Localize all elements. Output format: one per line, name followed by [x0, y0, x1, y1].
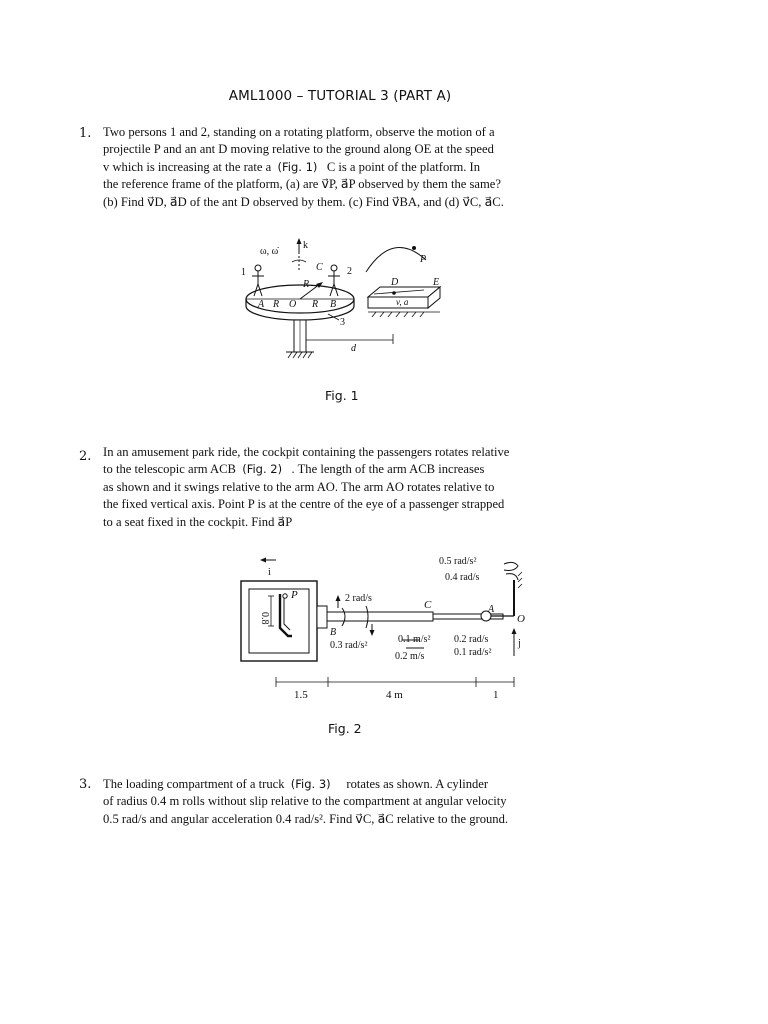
fig1-omega-label: ω, ω̇	[260, 246, 279, 257]
question-3-line-3: 0.5 rad/s and angular acceleration 0.4 rad/s². Find v⃗C, a⃗C relative to the ground.	[103, 811, 509, 826]
question-1-line-2: projectile P and an ant D moving relative to the ground along OE at the speed	[103, 142, 494, 157]
fig2-top-accel-label: 0.5 rad/s²	[439, 556, 477, 567]
fig1-point-a-label: A	[258, 299, 265, 310]
question-2-line-5: to a seat fixed in the cockpit. Find a⃗P	[103, 514, 293, 529]
fig2-top-rotation-1	[504, 562, 518, 570]
question-1-text	[103, 124, 593, 211]
fig2-v1-label: 0.1 m/s²	[398, 634, 431, 645]
fig1-projectile-label: P	[420, 254, 427, 265]
question-1-line-3b: C is a point of the platform. In	[326, 159, 481, 174]
fig1-projectile	[412, 246, 416, 250]
question-2-line-3: as shown and it swings relative to the arm AO. The arm AO rotates relative to	[103, 479, 495, 494]
fig1-distance-d-label: d	[351, 343, 356, 354]
fig1-person-1-label: 1	[241, 267, 246, 278]
question-1-line-3a: v which is increasing at the rate a	[103, 159, 272, 174]
fig1-projectile-path	[366, 248, 426, 273]
fig2-w3-arrowhead	[370, 630, 375, 636]
question-2-line-2	[103, 461, 593, 478]
fig2-w1-arrowhead	[336, 595, 341, 601]
fig2-point-o-label: O	[517, 613, 525, 625]
fig2-i-arrowhead	[260, 558, 266, 563]
fig2-dim-2-label: 4 m	[386, 689, 403, 701]
fig2-point-p-label: P	[291, 589, 298, 601]
fig2-point-b-label: B	[330, 627, 337, 638]
question-2-number: 2.	[79, 449, 92, 464]
page-title: AML1000 – TUTORIAL 3 (PART A)	[228, 88, 452, 104]
fig2-w2a-label: 0.2 rad/s	[454, 634, 489, 645]
figure-2-diagram	[238, 550, 538, 710]
fig2-i-label: i	[268, 567, 271, 578]
fig2-dim-1-label: 1.5	[294, 689, 308, 701]
fig2-cockpit-mount	[317, 606, 327, 628]
question-1-line-4: the reference frame of the platform, (a) are v⃗P, a⃗P observed by them the same?	[103, 177, 501, 192]
fig2-point-c-label: C	[424, 599, 432, 611]
fig1-ground-hatch	[288, 352, 312, 358]
question-2-line-1: In an amusement park ride, the cockpit containing the passengers rotates relative	[103, 445, 510, 459]
fig2-top-rotation-2	[506, 574, 518, 580]
question-2-line-2a: to the telescopic arm ACB	[103, 462, 236, 477]
question-2-figref[interactable]: (Fig. 2)	[242, 462, 283, 477]
question-3-number: 3.	[79, 777, 92, 792]
figure-1-caption: Fig. 1	[325, 388, 359, 403]
fig1-ant	[392, 291, 396, 295]
fig1-point-e-label: E	[433, 277, 440, 288]
fig1-right-r-label: R	[312, 299, 319, 310]
question-3-figref[interactable]: (Fig. 3)	[290, 777, 331, 791]
fig1-va-label: v, a	[396, 297, 409, 307]
fig1-rim-leader	[328, 314, 339, 320]
fig2-height-label: 0.8	[259, 612, 270, 625]
fig1-rim-label: 3	[340, 317, 345, 328]
fig1-box-ground-hatch	[372, 312, 424, 317]
fig1-point-b-label: B	[330, 299, 337, 310]
fig2-w3-label: 0.3 rad/s²	[330, 640, 368, 651]
question-3-line-1a: The loading compartment of a truck	[103, 777, 285, 791]
question-1-line-3	[103, 159, 593, 176]
question-1-line-5: (b) Find v⃗D, a⃗D of the ant D observed by them. (c) Find v⃗BA, and (d) v⃗C, a⃗C.	[103, 194, 504, 209]
fig2-v2-label: 0.2 m/s	[395, 651, 425, 662]
fig1-point-c-label: C	[316, 262, 323, 273]
fig2-point-a-label: A	[488, 604, 495, 615]
fig1-k-arrowhead	[297, 238, 302, 244]
question-1-line-1: Two persons 1 and 2, standing on a rotating platform, observe the motion of a	[103, 125, 495, 139]
question-3-line-1	[103, 776, 593, 793]
fig1-left-r-label: R	[273, 299, 280, 310]
question-1-number: 1.	[79, 126, 92, 141]
fig2-w2b-label: 0.1 rad/s²	[454, 647, 492, 658]
question-3-line-2: of radius 0.4 m rolls without slip relative to the compartment at angular velocity	[103, 794, 507, 809]
fig2-j-arrowhead	[512, 628, 517, 634]
fig1-point-o-label: O	[289, 299, 297, 310]
fig2-dim-3-label: 1	[493, 689, 499, 701]
fig1-ant-label: D	[391, 277, 399, 288]
fig2-j-label: j	[518, 638, 521, 649]
figure-2-caption: Fig. 2	[328, 721, 362, 736]
fig2-w1-label: 2 rad/s	[345, 593, 372, 604]
fig2-axis-hatch	[518, 572, 522, 588]
fig1-radius-label: R	[303, 279, 310, 290]
figure-1-diagram	[228, 232, 468, 372]
fig1-person-2-label: 2	[347, 266, 352, 277]
question-1-figref[interactable]: (Fig. 1)	[277, 159, 318, 174]
question-2-text	[103, 444, 593, 531]
question-3-text	[103, 776, 593, 828]
fig2-arm-outer	[327, 612, 433, 621]
fig2-eye-point	[283, 594, 287, 598]
fig1-k-label: k	[303, 240, 308, 251]
question-2-line-4: the fixed vertical axis. Point P is at the centre of the eye of a passenger strapped	[103, 497, 505, 512]
question-3-line-1b: rotates as shown. A cylinder	[346, 777, 489, 791]
question-2-line-2b: . The length of the arm ACB increases	[291, 462, 485, 477]
fig2-top-omega-label: 0.4 rad/s	[445, 572, 480, 583]
